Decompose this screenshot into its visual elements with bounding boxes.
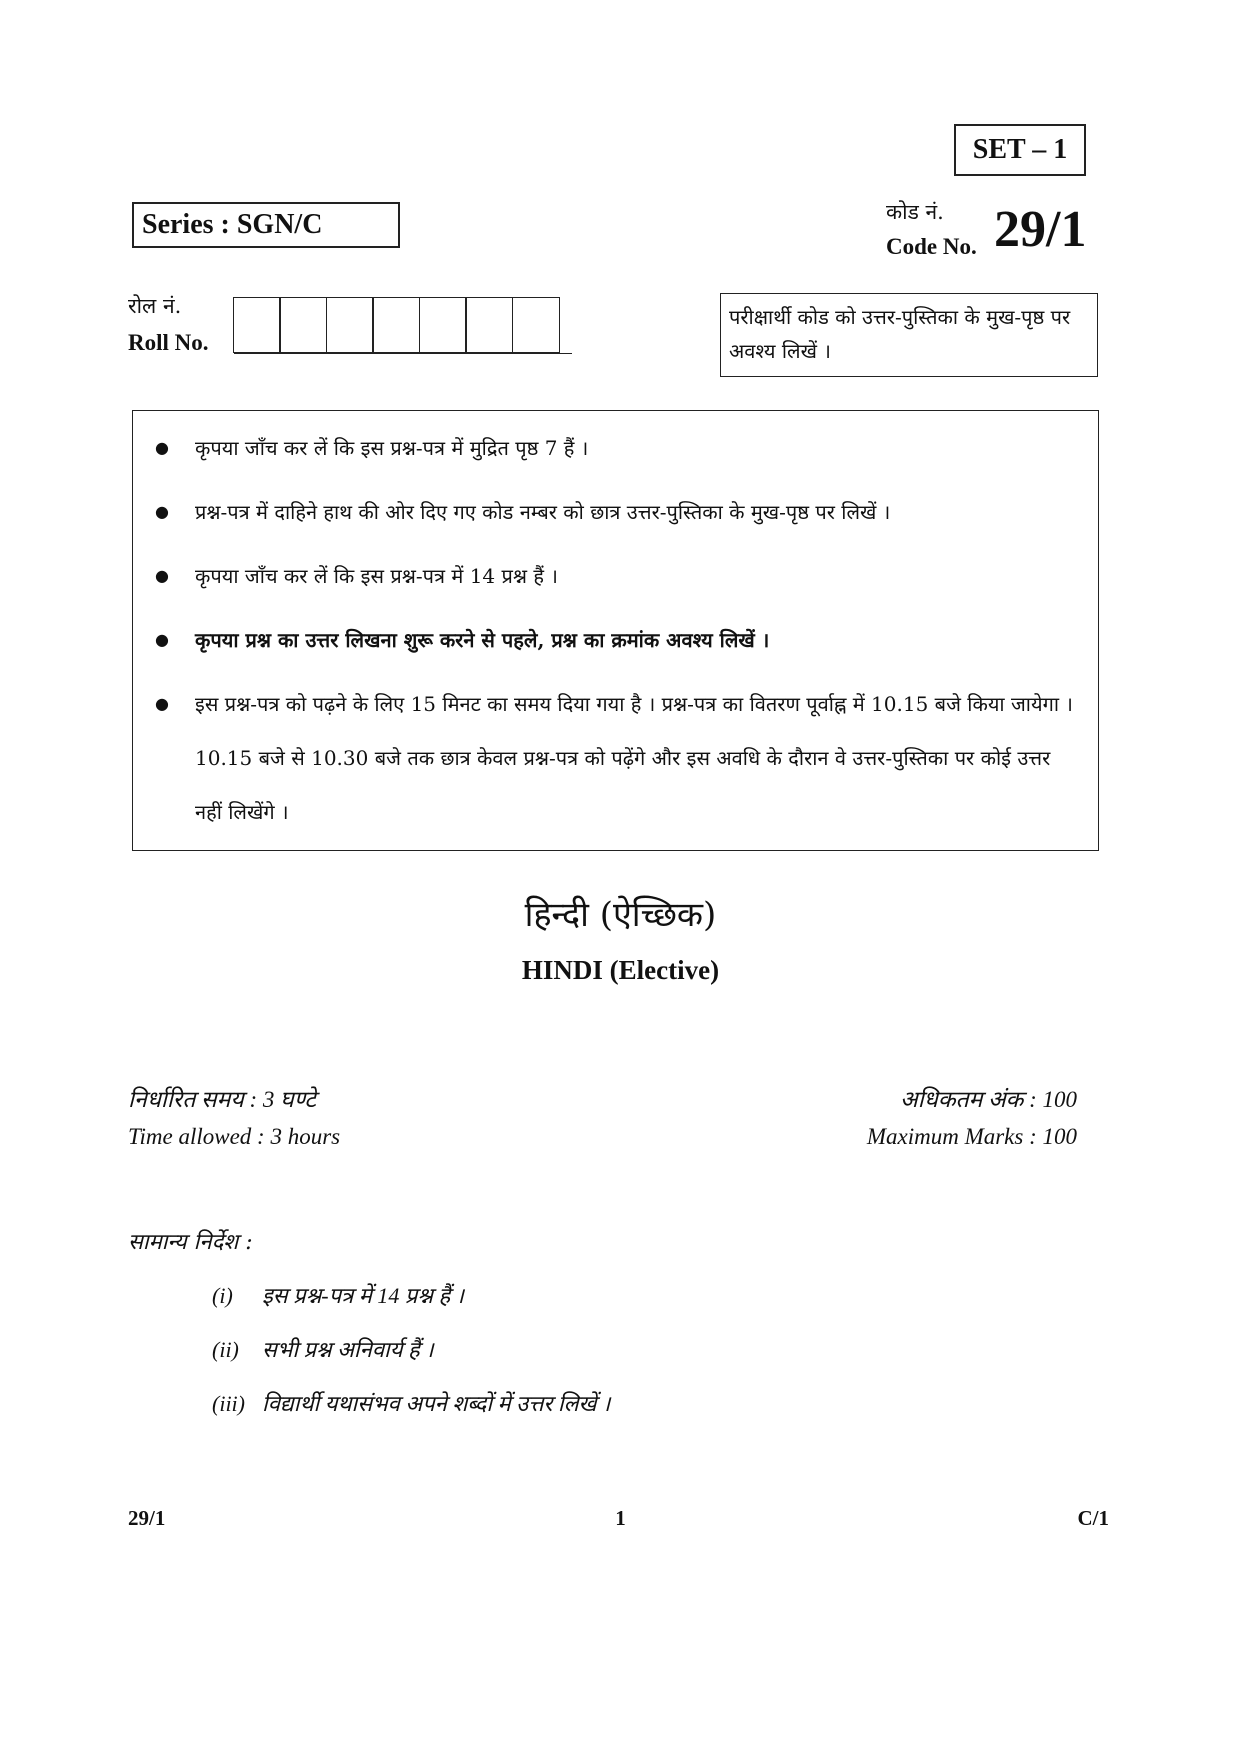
instruction-item: ● इस प्रश्न-पत्र को पढ़ने के लिए 15 मिनट का समय दिया गया है । प्रश्न-पत्र का वितरण पूर्वाह्न में 10.15 बजे किया जायेगा । 10.15 बजे से 10.30 बजे तक छात्र केवल प्रश्न-पत्र को पढ़ेंगे और इस अवधि के दौरान वे उत्तर-पुस्तिका पर कोई उत्तर नहीं लिखेंगे ।: [155, 677, 1078, 839]
item-number: (iii): [212, 1391, 245, 1416]
item-number: (ii): [212, 1337, 239, 1362]
page-number: 1: [615, 1506, 626, 1530]
roll-number-boxes[interactable]: [234, 297, 560, 353]
general-instructions-list: [212, 1280, 610, 1442]
instructions-box: [132, 410, 1099, 851]
instruction-item: ● प्रश्न-पत्र में दाहिने हाथ की ओर दिए गए कोड नम्बर को छात्र उत्तर-पुस्तिका के मुख-पृष्ठ पर लिखें ।: [155, 485, 1078, 539]
code-label-english: Code No.: [886, 234, 977, 259]
subject-title-english: HINDI (Elective): [521, 955, 720, 985]
instruction-item: ● कृपया जाँच कर लें कि इस प्रश्न-पत्र में 14 प्रश्न हैं ।: [155, 549, 1078, 603]
instruction-item: ● कृपया प्रश्न का उत्तर लिखना शुरू करने से पहले, प्रश्न का क्रमांक अवश्य लिखें ।: [155, 613, 1078, 667]
time-allowed-english: Time allowed : 3 hours: [128, 1124, 341, 1149]
footer-set: C/1: [1077, 1506, 1109, 1530]
roll-digit-box[interactable]: [233, 297, 281, 353]
code-number: 29/1: [994, 201, 1087, 258]
roll-label-hindi: रोल नं.: [128, 294, 182, 318]
max-marks-english: Maximum Marks : 100: [866, 1124, 1077, 1149]
roll-label-english: Roll No.: [128, 330, 209, 355]
roll-digit-box[interactable]: [372, 297, 420, 353]
code-label-hindi: कोड नं.: [886, 200, 944, 224]
general-instruction-item: [212, 1334, 610, 1388]
instructions-list: [155, 421, 1078, 839]
item-text: सभी प्रश्न अनिवार्य हैं ।: [262, 1337, 434, 1362]
general-instruction-item: [212, 1280, 610, 1334]
instruction-item: ● कृपया जाँच कर लें कि इस प्रश्न-पत्र में मुद्रित पृष्ठ 7 हैं ।: [155, 421, 1078, 475]
roll-digit-box[interactable]: [419, 297, 467, 353]
general-instruction-item: [212, 1388, 610, 1442]
roll-digit-box[interactable]: [465, 297, 513, 353]
time-allowed-hindi: निर्धारित समय : 3 घण्टे: [128, 1087, 316, 1112]
set-label: SET – 1: [954, 124, 1086, 176]
item-number: (i): [212, 1283, 233, 1308]
general-instructions-heading: सामान्य निर्देश :: [128, 1230, 253, 1255]
series-label: Series : SGN/C: [132, 202, 400, 248]
item-text: इस प्रश्न-पत्र में 14 प्रश्न हैं ।: [262, 1283, 464, 1308]
max-marks-hindi: अधिकतम अंक : 100: [900, 1087, 1077, 1112]
item-text: विद्यार्थी यथासंभव अपने शब्दों में उत्तर लिखें ।: [262, 1391, 611, 1416]
candidate-note: परीक्षार्थी कोड को उत्तर-पुस्तिका के मुख-पृष्ठ पर अवश्य लिखें ।: [720, 293, 1098, 377]
footer-code: 29/1: [128, 1506, 166, 1530]
subject-title-hindi: हिन्दी (ऐच्छिक): [524, 895, 717, 935]
roll-digit-box[interactable]: [326, 297, 374, 353]
roll-digit-box[interactable]: [279, 297, 327, 353]
roll-digit-box[interactable]: [512, 297, 560, 353]
roll-underline: [234, 353, 572, 354]
